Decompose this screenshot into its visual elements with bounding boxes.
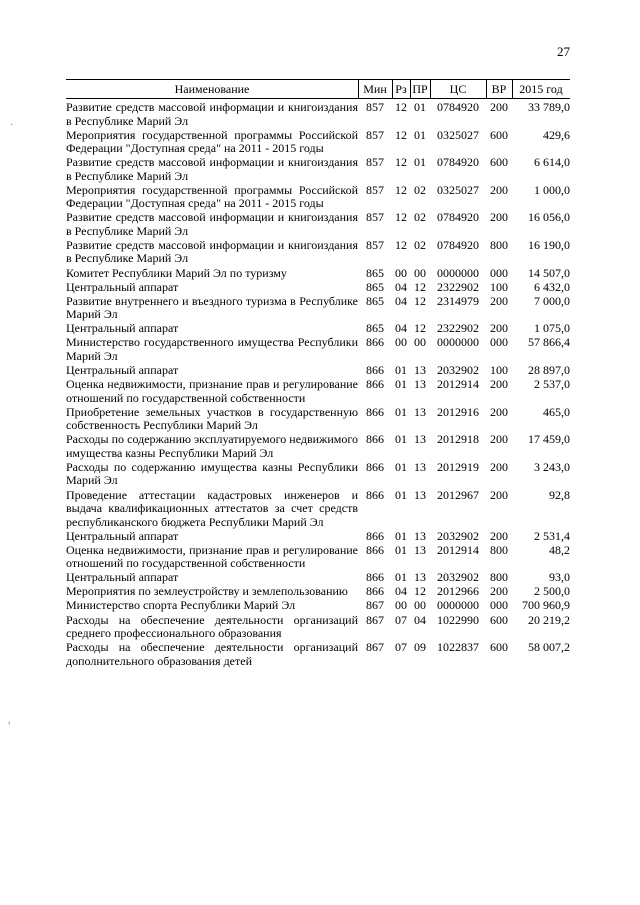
header-divider [512,80,513,99]
row-vr: 000 [490,265,508,280]
row-name: Приобретение земельных участков в государственную собственность Республики Марий Эл [66,404,358,433]
row-cs: 1022990 [437,612,479,627]
row-min: 866 [366,459,384,474]
row-sum: 3 243,0 [534,459,570,474]
table-row [66,614,570,641]
row-pr: 00 [414,265,426,280]
row-sum: 2 537,0 [534,377,570,392]
row-rz: 01 [395,432,407,447]
row-name: Развитие внутреннего и въездного туризма в Республике Марий Эл [66,293,358,322]
row-name: Комитет Республики Марий Эл по туризму [66,265,287,280]
row-name: Центральный аппарат [66,570,179,585]
row-vr: 200 [490,487,508,502]
row-cs: 2012919 [437,459,479,474]
row-pr: 00 [414,598,426,613]
table-row [66,641,570,668]
row-name: Мероприятия государственной программы Российской Федерации "Доступная среда" на 2011 - 2015 годы [66,127,358,156]
row-pr: 12 [414,279,426,294]
row-cs: 2032902 [437,363,479,378]
row-vr: 600 [490,127,508,142]
row-rz: 12 [395,155,407,170]
table-row [66,281,570,295]
row-rz: 12 [395,237,407,252]
row-vr: 600 [490,640,508,655]
row-cs: 2314979 [437,293,479,308]
row-rz: 12 [395,127,407,142]
row-rz: 01 [395,459,407,474]
row-rz: 00 [395,335,407,350]
table-row [66,599,570,613]
row-min: 866 [366,335,384,350]
row-min: 866 [366,487,384,502]
table-row [66,364,570,378]
row-vr: 600 [490,612,508,627]
row-name: Расходы на обеспечение деятельности организаций среднего профессионального образования [66,612,358,641]
row-cs: 0784920 [437,210,479,225]
row-pr: 09 [414,640,426,655]
header-divider [410,80,411,99]
row-min: 866 [366,570,384,585]
table-row [66,295,570,322]
row-pr: 13 [414,528,426,543]
row-vr: 200 [490,293,508,308]
row-sum: 6 432,0 [534,279,570,294]
header-divider [392,80,393,99]
row-sum: 17 459,0 [528,432,570,447]
row-min: 866 [366,432,384,447]
table-row [66,184,570,211]
row-vr: 000 [490,335,508,350]
row-rz: 04 [395,293,407,308]
row-vr: 600 [490,155,508,170]
row-name: Оценка недвижимости, признание прав и регулирование отношений по государственной собственности [66,542,358,571]
row-name: Оценка недвижимости, признание прав и регулирование отношений по государственной собственности [66,377,358,405]
row-vr: 200 [490,210,508,225]
header-divider [430,80,431,99]
page-number: 27 [557,44,570,59]
row-name: Министерство государственного имущества Республики Марий Эл [66,335,358,363]
row-vr: 800 [490,542,508,557]
table-row [66,378,570,405]
row-name: Мероприятия государственной программы Российской Федерации "Доступная среда" на 2011 - 2015 годы [66,182,358,211]
row-name: Центральный аппарат [66,528,179,543]
row-sum: 28 897,0 [528,363,570,378]
row-sum: 16 190,0 [528,237,570,252]
row-rz: 07 [395,640,407,655]
header-divider [358,80,359,99]
budget-table-body [66,101,570,669]
row-rz: 01 [395,570,407,585]
row-rz: 12 [395,210,407,225]
row-pr: 02 [414,237,426,252]
row-name: Центральный аппарат [66,321,179,336]
row-min: 865 [366,279,384,294]
row-rz: 00 [395,265,407,280]
header-vr: ВР [491,82,507,96]
table-row [66,544,570,571]
row-sum: 2 500,0 [534,584,570,599]
row-vr: 200 [490,528,508,543]
row-vr: 200 [490,321,508,336]
row-cs: 2032902 [437,528,479,543]
row-cs: 1022837 [437,640,479,655]
row-name: Развитие средств массовой информации и книгоиздания в Республике Марий Эл [66,237,358,266]
header-pr: ПР [412,82,428,96]
row-name: Центральный аппарат [66,279,179,294]
row-cs: 0000000 [437,598,479,613]
row-min: 865 [366,321,384,336]
row-name: Мероприятия по землеустройству и землепользованию [66,584,348,599]
row-name: Развитие средств массовой информации и книгоиздания в Республике Марий Эл [66,155,358,183]
row-cs: 0325027 [437,127,479,142]
header-name: Наименование [174,82,250,96]
row-sum: 48,2 [549,542,570,557]
row-min: 866 [366,377,384,392]
row-pr: 13 [414,432,426,447]
row-vr: 800 [490,237,508,252]
row-min: 866 [366,404,384,419]
row-pr: 00 [414,335,426,350]
row-min: 866 [366,363,384,378]
margin-tick: , [8,715,11,726]
row-name: Проведение аттестации кадастровых инженеров и выдача квалификационных аттестатов за счет средств республиканского бюджета Республики Марий Эл [66,487,358,529]
row-name: Министерство спорта Республики Марий Эл [66,598,296,613]
row-min: 867 [366,598,384,613]
row-cs: 2012918 [437,432,479,447]
row-vr: 200 [490,432,508,447]
row-cs: 2012916 [437,404,479,419]
row-min: 867 [366,612,384,627]
header-bottom-rule [66,98,570,99]
row-rz: 01 [395,487,407,502]
row-rz: 04 [395,321,407,336]
row-sum: 93,0 [549,570,570,585]
row-pr: 02 [414,182,426,197]
row-sum: 92,8 [549,487,570,502]
row-pr: 01 [414,100,426,114]
row-cs: 2322902 [437,321,479,336]
row-name: Расходы по содержанию эксплуатируемого недвижимого имущества казны Республики Марий Эл [66,432,358,460]
row-pr: 01 [414,155,426,170]
row-cs: 2032902 [437,570,479,585]
row-sum: 20 219,2 [528,612,570,627]
row-rz: 01 [395,542,407,557]
row-rz: 01 [395,528,407,543]
row-rz: 04 [395,279,407,294]
table-row [66,571,570,585]
table-row [66,530,570,544]
row-vr: 200 [490,584,508,599]
row-rz: 04 [395,584,407,599]
row-sum: 465,0 [543,404,570,419]
table-row [66,461,570,488]
row-rz: 00 [395,598,407,613]
row-pr: 13 [414,363,426,378]
table-row [66,211,570,238]
header-rz: Рз [395,82,407,96]
row-vr: 200 [490,404,508,419]
row-pr: 01 [414,127,426,142]
row-cs: 0784920 [437,155,479,170]
row-cs: 2012914 [437,377,479,392]
row-sum: 58 007,2 [528,640,570,655]
row-pr: 12 [414,321,426,336]
row-name: Развитие средств массовой информации и книгоиздания в Республике Марий Эл [66,100,358,128]
row-pr: 02 [414,210,426,225]
row-name: Центральный аппарат [66,363,179,378]
row-rz: 07 [395,612,407,627]
header-divider [486,80,487,99]
row-vr: 200 [490,182,508,197]
row-cs: 0325027 [437,182,479,197]
row-min: 866 [366,584,384,599]
table-row [66,406,570,433]
row-min: 857 [366,155,384,170]
row-rz: 12 [395,100,407,114]
row-min: 865 [366,265,384,280]
row-sum: 14 507,0 [528,265,570,280]
table-row [66,129,570,156]
table-row [66,433,570,460]
row-min: 866 [366,542,384,557]
row-cs: 0000000 [437,265,479,280]
row-min: 857 [366,210,384,225]
row-pr: 12 [414,293,426,308]
row-name: Развитие средств массовой информации и книгоиздания в Республике Марий Эл [66,210,358,238]
table-row [66,322,570,336]
row-sum: 16 056,0 [528,210,570,225]
row-pr: 13 [414,377,426,392]
row-cs: 0784920 [437,100,479,114]
row-vr: 200 [490,377,508,392]
row-rz: 12 [395,182,407,197]
header-sum: 2015 год [519,82,563,96]
row-sum: 1 075,0 [534,321,570,336]
row-min: 867 [366,640,384,655]
table-row [66,101,570,128]
row-pr: 13 [414,570,426,585]
row-cs: 2012914 [437,542,479,557]
row-vr: 100 [490,363,508,378]
table-row [66,585,570,599]
row-min: 857 [366,182,384,197]
row-pr: 13 [414,542,426,557]
row-name: Расходы на обеспечение деятельности организаций дополнительного образования детей [66,640,358,668]
row-pr: 13 [414,487,426,502]
row-rz: 01 [395,363,407,378]
table-row [66,489,570,530]
row-vr: 000 [490,598,508,613]
header-cs: ЦС [449,82,467,96]
table-row [66,267,570,281]
row-vr: 200 [490,459,508,474]
row-sum: 6 614,0 [534,155,570,170]
row-sum: 700 960,9 [522,598,570,613]
row-min: 866 [366,528,384,543]
row-pr: 13 [414,459,426,474]
row-cs: 2012967 [437,487,479,502]
row-min: 857 [366,100,384,114]
row-sum: 2 531,4 [534,528,570,543]
row-min: 865 [366,293,384,308]
row-cs: 2322902 [437,279,479,294]
row-sum: 33 789,0 [528,100,570,114]
row-name: Расходы по содержанию имущества казны Республики Марий Эл [66,459,358,488]
row-pr: 04 [414,612,426,627]
row-rz: 01 [395,377,407,392]
row-sum: 1 000,0 [534,182,570,197]
row-sum: 57 866,4 [528,335,570,350]
row-min: 857 [366,127,384,142]
row-sum: 7 000,0 [534,293,570,308]
table-row [66,239,570,266]
row-min: 857 [366,237,384,252]
header-min: Мин [363,82,387,96]
row-vr: 100 [490,279,508,294]
row-sum: 429,6 [543,127,570,142]
row-pr: 12 [414,584,426,599]
row-pr: 13 [414,404,426,419]
row-vr: 800 [490,570,508,585]
row-cs: 0000000 [437,335,479,350]
table-row [66,336,570,363]
row-cs: 0784920 [437,237,479,252]
table-header [66,80,570,98]
row-rz: 01 [395,404,407,419]
row-vr: 200 [490,100,508,114]
table-row [66,156,570,183]
row-cs: 2012966 [437,584,479,599]
margin-tick: · [10,120,14,131]
